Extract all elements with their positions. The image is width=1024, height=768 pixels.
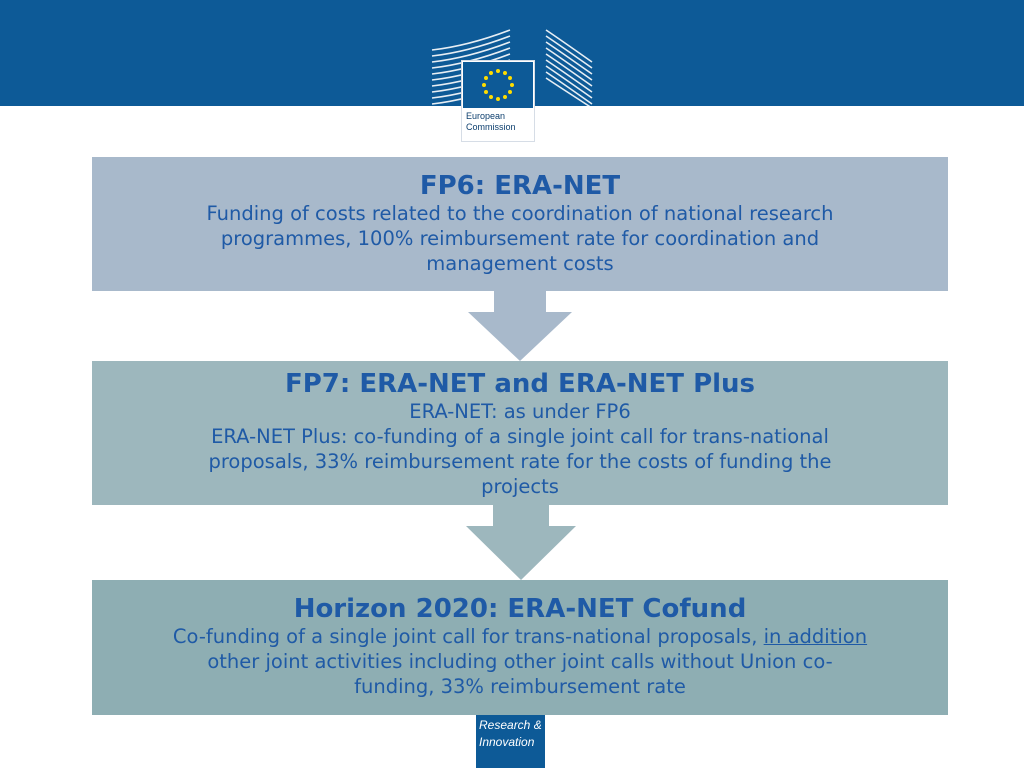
stage-box-horizon-2020 xyxy=(92,580,948,715)
logo-text xyxy=(466,111,532,133)
down-arrow-icon xyxy=(466,505,576,580)
stage-title: Horizon 2020: ERA-NET Cofund xyxy=(293,594,747,624)
stage-line: ERA-NET Plus: co-funding of a single joint call for trans-national xyxy=(211,425,829,448)
eu-flag-icon xyxy=(463,62,533,108)
stage-line: ERA-NET: as under FP6 xyxy=(409,400,631,423)
stage-line: proposals, 33% reimbursement rate for the costs of funding the xyxy=(208,450,832,473)
down-arrow-icon xyxy=(468,291,572,361)
stage-description xyxy=(92,399,948,499)
stage-box-fp7 xyxy=(92,361,948,505)
logo-card xyxy=(462,61,534,141)
european-commission-logo xyxy=(428,28,596,142)
stage-description xyxy=(92,201,948,276)
stage-line: funding, 33% reimbursement rate xyxy=(354,675,686,698)
stage-line: programmes, 100% reimbursement rate for coordination and xyxy=(220,227,820,250)
research-innovation-badge xyxy=(476,715,545,768)
stage-line: projects xyxy=(481,475,559,498)
stage-title: FP6: ERA-NET xyxy=(419,171,621,201)
stage-line: other joint activities including other joint calls without Union co- xyxy=(207,650,833,673)
stage-line-text: Co-funding of a single joint call for trans-national proposals, xyxy=(172,625,764,648)
eu-stars-icon xyxy=(463,62,533,108)
stage-line: Funding of costs related to the coordination of national research xyxy=(206,202,834,225)
underlined-emphasis: in addition xyxy=(763,625,868,648)
stage-line: management costs xyxy=(426,252,614,275)
stage-box-fp6 xyxy=(92,157,948,291)
stage-description xyxy=(92,624,948,699)
badge-line-2: Innovation xyxy=(479,735,535,749)
stage-line xyxy=(106,624,934,649)
stage-title: FP7: ERA-NET and ERA-NET Plus xyxy=(284,369,756,399)
logo-line-2: Commission xyxy=(466,122,516,132)
logo-line-1: European xyxy=(466,111,506,121)
badge-line-1: Research & xyxy=(479,718,542,732)
